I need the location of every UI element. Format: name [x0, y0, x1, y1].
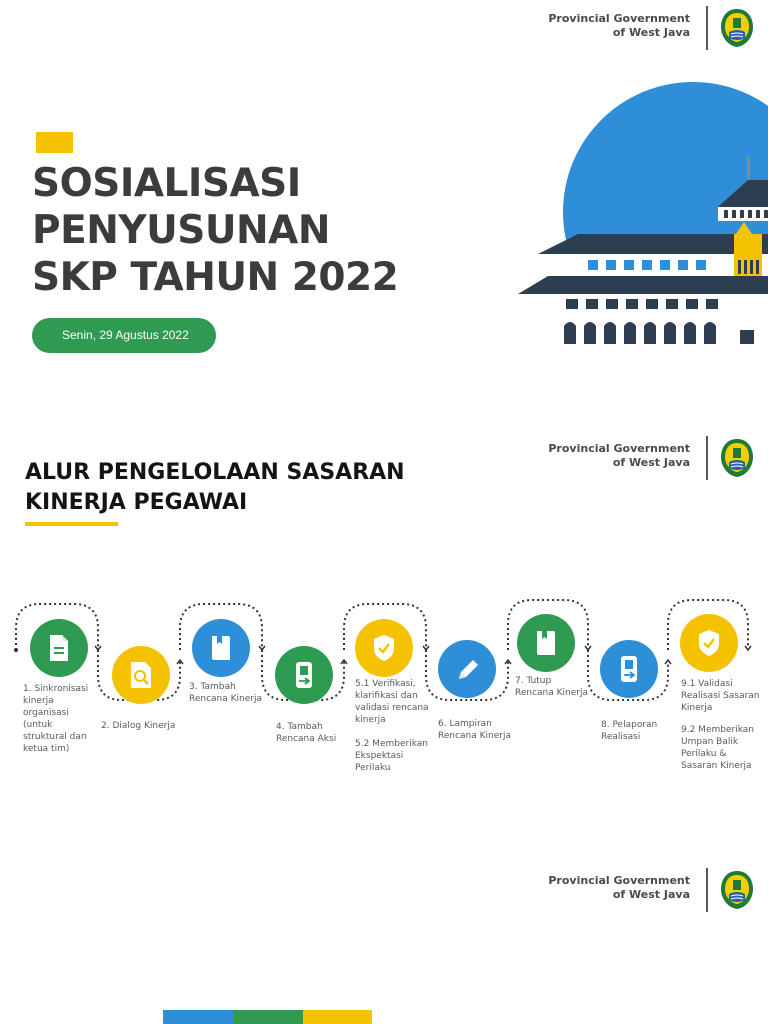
section-title-line: ALUR PENGELOLAAN SASARAN [25, 460, 405, 485]
gov-line-1: Provincial Government [548, 442, 690, 455]
gov-line-1: Provincial Government [548, 12, 690, 25]
footer-bar-green [233, 1010, 303, 1024]
section-title-line: KINERJA PEGAWAI [25, 490, 248, 515]
step-9-2-label: 9.2 Memberikan Umpan Balik Perilaku & Sasaran Kinerja [681, 725, 754, 771]
gov-line-1: Provincial Government [548, 874, 690, 887]
step-8-label: 8. Pelaporan Realisasi [601, 720, 658, 742]
shield-check-icon [697, 629, 721, 657]
step-1-icon-circle [30, 619, 88, 677]
book-icon [534, 629, 558, 657]
gedung-sate-illustration [518, 62, 768, 344]
shield-check-icon [372, 634, 396, 662]
search-document-icon [129, 661, 153, 689]
step-7-label: 7. Tutup Rencana Kinerja [515, 676, 588, 698]
west-java-emblem-icon [720, 870, 754, 910]
step-4-icon-circle [275, 646, 333, 704]
step-6-icon-circle [438, 640, 496, 698]
gov-header [540, 436, 760, 480]
step-1-label: 1. Sinkronisasi kinerja organisasi (untuk struktural dan ketua tim) [23, 684, 89, 754]
step-4-label: 4. Tambah Rencana Aksi [276, 722, 337, 744]
tablet-icon [617, 655, 641, 683]
date-badge: Senin, 29 Agustus 2022 [32, 318, 216, 353]
section-title-underline [25, 522, 118, 526]
step-6-label: 6. Lampiran Rencana Kinerja [438, 719, 511, 741]
gov-line-2: of West Java [612, 888, 690, 901]
footer-bar-blue [163, 1010, 233, 1024]
gov-header [540, 868, 760, 912]
footer-bar-yellow [303, 1010, 372, 1024]
west-java-emblem-icon [720, 438, 754, 478]
title-line: PENYUSUNAN [32, 208, 330, 253]
step-3-label: 3. Tambah Rencana Kinerja [189, 682, 262, 704]
main-title [32, 160, 398, 301]
divider [706, 436, 708, 480]
tablet-icon [292, 661, 316, 689]
gov-line-2: of West Java [612, 456, 690, 469]
gov-text [548, 874, 690, 902]
divider [706, 868, 708, 912]
title-accent-block [36, 132, 73, 153]
gov-text [548, 12, 690, 40]
step-9-icon-circle [680, 614, 738, 672]
west-java-emblem-icon [720, 8, 754, 48]
gov-line-2: of West Java [612, 26, 690, 39]
step-5-2-label: 5.2 Memberikan Ekspektasi Perilaku [355, 739, 428, 773]
book-icon [209, 634, 233, 662]
section-title [25, 458, 405, 518]
step-5-1-label: 5.1 Verifikasi, klarifikasi dan validasi rencana kinerja [355, 679, 429, 725]
title-line: SOSIALISASI [32, 161, 301, 206]
step-3-icon-circle [192, 619, 250, 677]
gov-text [548, 442, 690, 470]
divider [706, 6, 708, 50]
pencil-icon [455, 655, 479, 683]
step-9-1-label: 9.1 Validasi Realisasi Sasaran Kinerja [681, 679, 760, 713]
step-5-icon-circle [355, 619, 413, 677]
step-7-icon-circle [517, 614, 575, 672]
step-2-label: 2. Dialog Kinerja [101, 721, 176, 731]
step-8-icon-circle [600, 640, 658, 698]
gov-header [540, 6, 760, 50]
document-icon [47, 634, 71, 662]
title-line: SKP TAHUN 2022 [32, 255, 399, 300]
step-2-icon-circle [112, 646, 170, 704]
